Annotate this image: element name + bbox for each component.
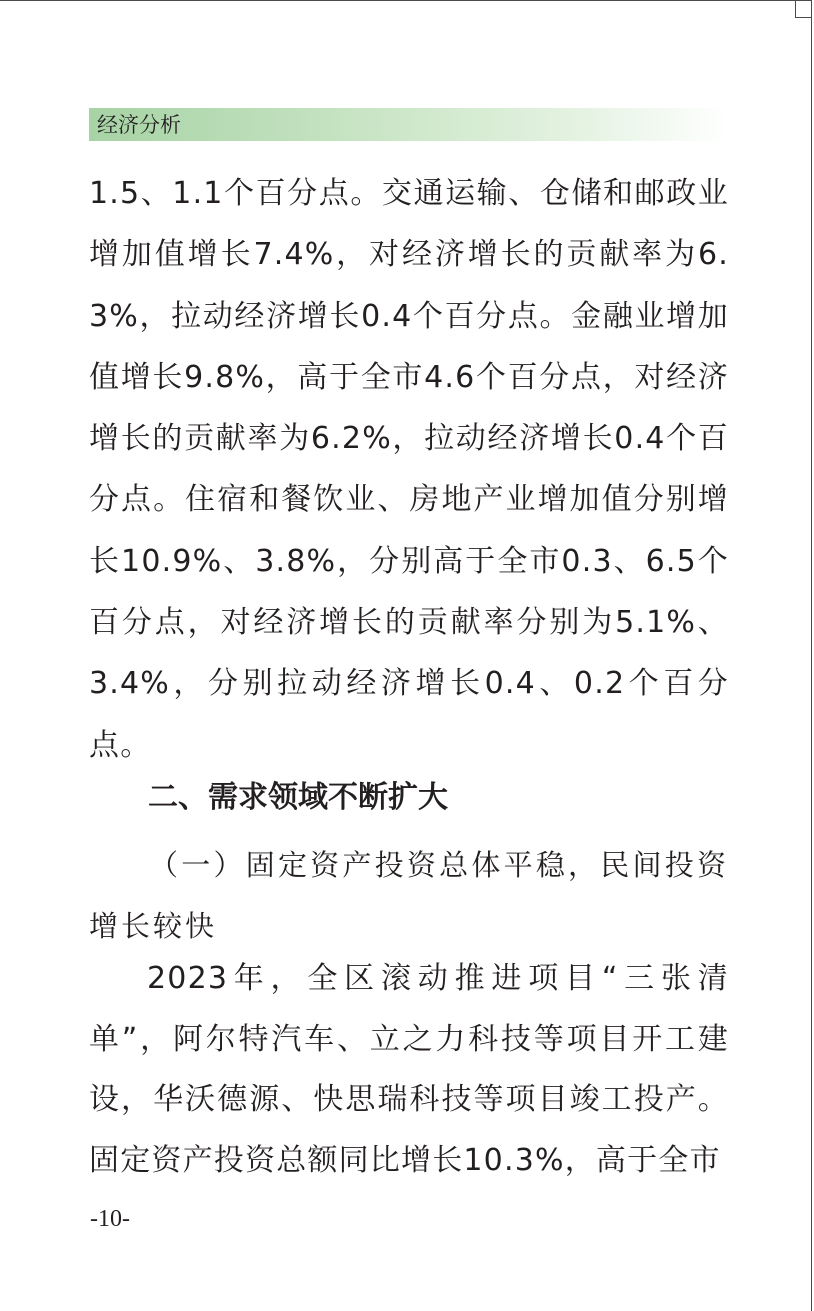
subsection-heading-1: （一）固定资产投资总体平稳，民间投资增长较快 bbox=[89, 848, 729, 943]
section-heading-2: 二、需求领域不断扩大 bbox=[148, 780, 448, 815]
body-paragraph-1: 1.5、1.1个百分点。交通运输、仓储和邮政业增加值增长7.4%，对经济增长的贡献率为6.3%，拉动经济增长0.4个百分点。金融业增加值增长9.8%，高于全市4.6个百分点，对经济增长的贡献率为6.2%，拉动经济增长0.4个百分点。住宿和餐饮业、房地产业增加值分别增长10.9%、3.8%，分别高于全市0.3、6.5个百分点，对经济增长的贡献率分别为5.1%、3.4%，分别拉动经济增长0.4、0.2个百分点。 bbox=[89, 176, 729, 763]
page-number: -10- bbox=[90, 1206, 130, 1232]
body-paragraph-2: 2023年，全区滚动推进项目“三张清单”，阿尔特汽车、立之力科技等项目开工建设，华沃德源、快思瑞科技等项目竣工投产。固定资产投资总额同比增长10.3%，高于全市 bbox=[89, 961, 729, 1178]
corner-crop-mark bbox=[795, 0, 812, 18]
section-header-band bbox=[89, 108, 729, 141]
section-label: 经济分析 bbox=[97, 113, 181, 137]
